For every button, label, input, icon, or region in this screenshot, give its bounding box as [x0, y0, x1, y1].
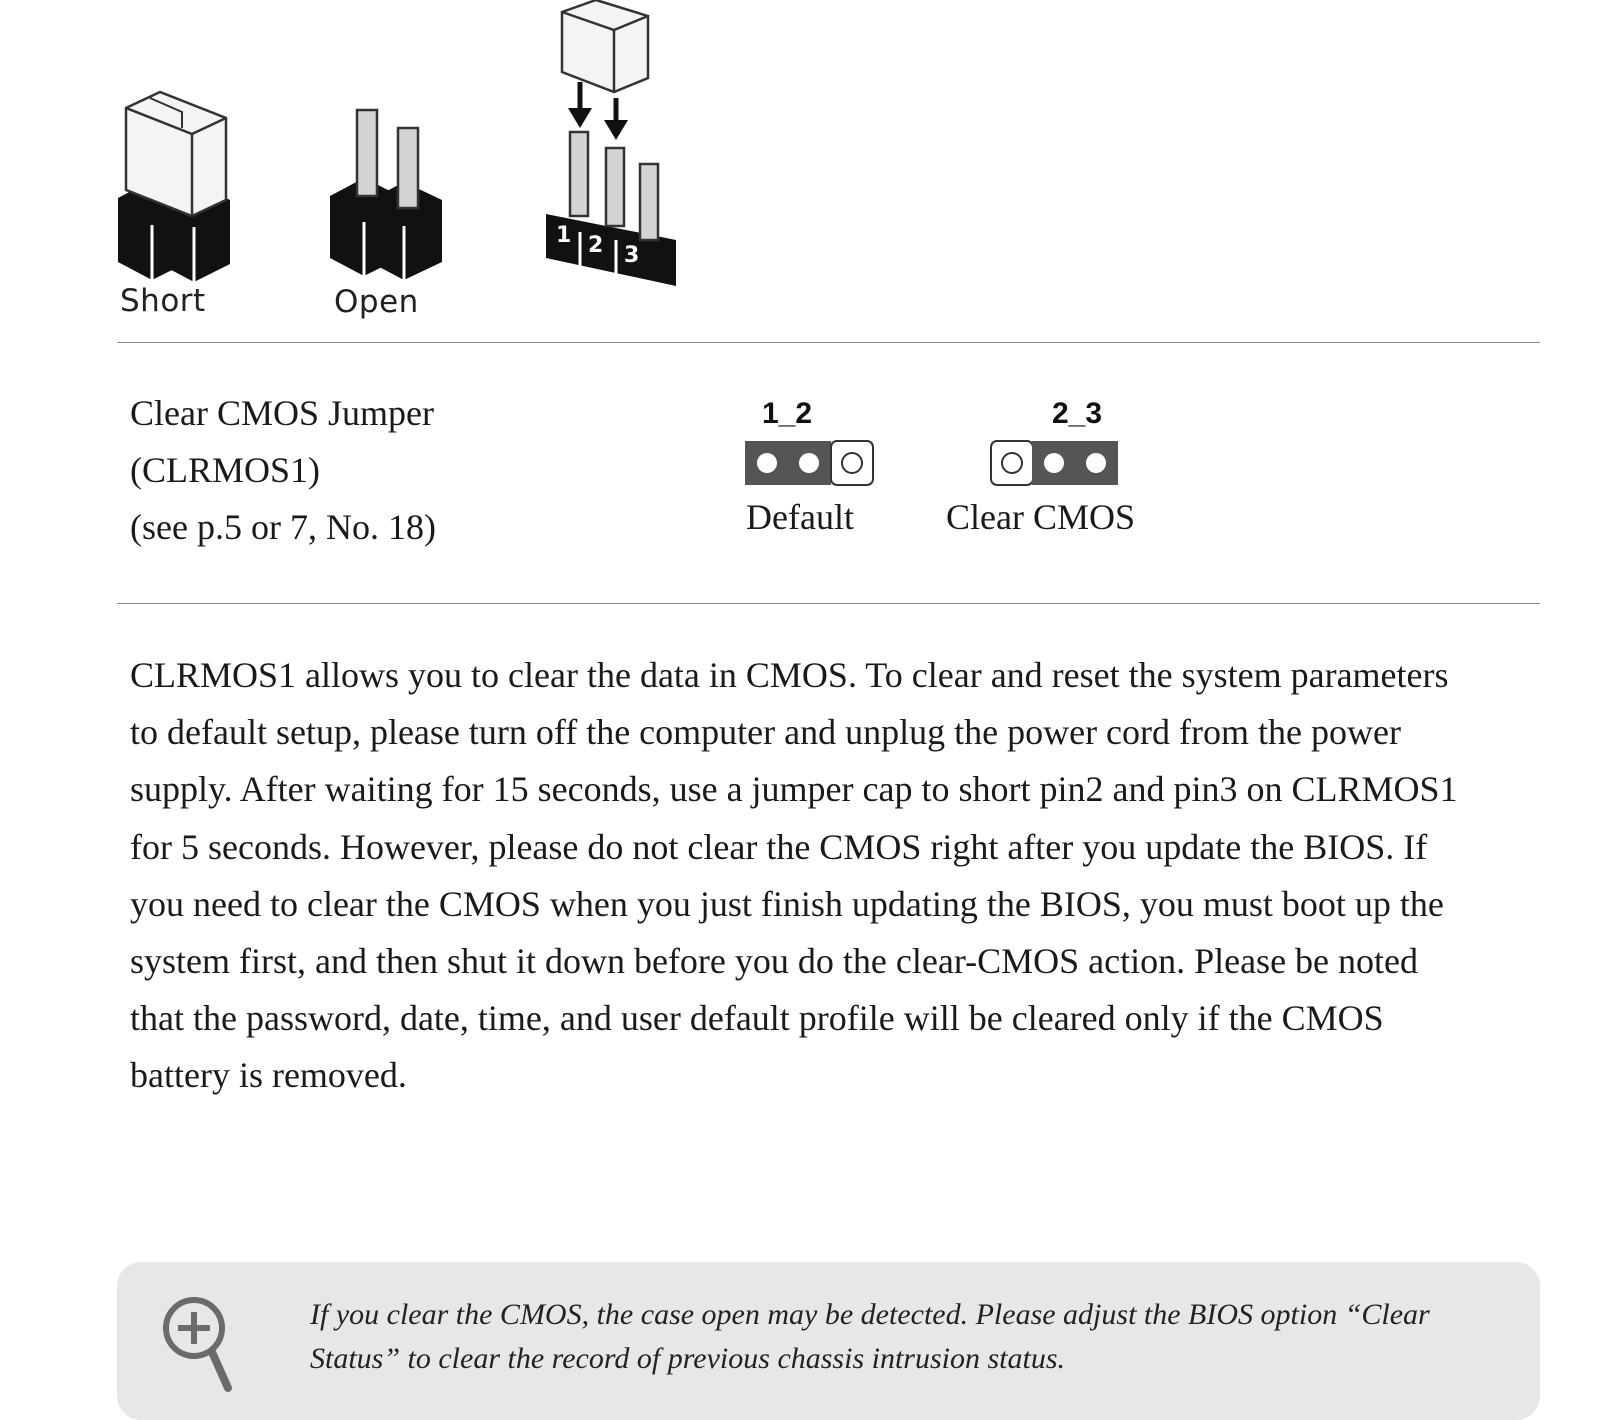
- jumper-name-block: [130, 385, 436, 556]
- top-divider: [117, 342, 1540, 343]
- three-pin-jumper-icon: [546, 0, 676, 286]
- clear-cmos-pin-diagram: [990, 440, 1120, 488]
- jumper-name: Clear CMOS Jumper: [130, 393, 434, 433]
- pin-number-1: 1: [556, 223, 572, 248]
- jumper-legend-illustration: [0, 0, 720, 320]
- jumper-id: (CLRMOS1): [130, 450, 321, 490]
- open-label: Open: [334, 284, 419, 320]
- clear-cmos-label: Clear CMOS: [946, 497, 1135, 537]
- default-label: Default: [746, 497, 854, 537]
- description-paragraph: CLRMOS1 allows you to clear the data in CMOS. To clear and reset the system parameters to default setup, please turn off the computer and unplug the power cord from the power supply. After waiting for 15 seconds, use a jumper cap to short pin2 and pin3 on CLRMOS1 for 5 seconds. However, please do not clear the CMOS right after you update the BIOS. If you need to clear the CMOS when you just finish updating the BIOS, you must boot up the system first, and then shut it down before you do the clear-CMOS action. Please be noted that the password, date, time, and user default profile will be cleared only if the CMOS battery is removed.: [130, 655, 1458, 1096]
- clear-pins-label: 2_3: [1052, 397, 1103, 430]
- pin-number-3: 3: [624, 243, 640, 268]
- pin-number-2: 2: [588, 233, 604, 258]
- default-pins-label: 1_2: [762, 397, 813, 430]
- jumper-reference: (see p.5 or 7, No. 18): [130, 507, 436, 547]
- open-jumper-icon: [330, 110, 442, 280]
- default-pin-diagram: [745, 440, 875, 488]
- note-text: If you clear the CMOS, the case open may be detected. Please adjust the BIOS option “Clear Status” to clear the record of previous chassis intrusion status.: [310, 1298, 1430, 1375]
- zoom-in-icon: [160, 1294, 240, 1394]
- bottom-divider: [117, 603, 1540, 604]
- short-label: Short: [120, 283, 206, 319]
- short-jumper-icon: [118, 92, 230, 282]
